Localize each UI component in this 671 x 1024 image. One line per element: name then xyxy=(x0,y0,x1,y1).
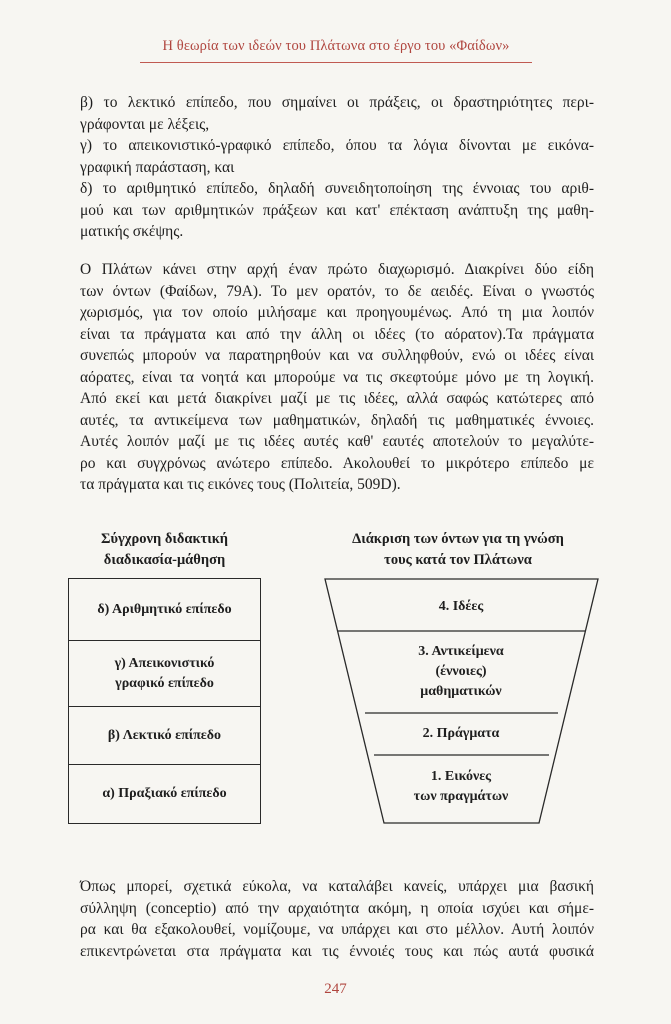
text-line: γ) το απεικονιστικό-γραφικό επίπεδο, όπου τα λόγια δίνονται με εικόνα- xyxy=(80,137,594,154)
text-line: β) το λεκτικό επίπεδο, που σημαίνει οι πράξεις, οι δραστηριότητες περι- xyxy=(80,94,594,111)
level-label: (έννοιες) xyxy=(435,664,487,679)
level-label: 1. Εικόνες xyxy=(430,769,492,784)
level-label: δ) Αριθμητικό επίπεδο xyxy=(97,601,232,617)
text-line: Από εκεί και μετά διακρίνει μαζί με τις ιδέες, αλλά σαφώς κατώτερες από xyxy=(80,390,594,407)
text-line: Όπως μπορεί, σχετικά εύκολα, να καταλάβει κανείς, υπάρχει μια βασική xyxy=(80,878,594,895)
text-line: γραφική παράσταση, και xyxy=(80,158,235,176)
text-line: δ) το αριθμητικό επίπεδο, δηλαδή συνειδητοποίηση της έννοιας του αριθ- xyxy=(80,180,594,197)
text-line: επικεντρώνεται στα πράγματα και τις έννοιές τους και πώς αυτά φυσικά xyxy=(80,942,594,960)
level-label: α) Πραξιακό επίπεδο xyxy=(102,786,227,801)
funnel-level-math-objects xyxy=(371,642,551,702)
running-header: Η θεωρία των ιδεών του Πλάτωνα στο έργο του «Φαίδων» xyxy=(162,38,510,54)
right-diagram-title xyxy=(318,529,598,571)
text-line: Αυτές λοιπόν μαζί με τις ιδέες αυτές καθ' εαυτές αποτελούν το μεγαλύτε- xyxy=(80,433,594,450)
title-line: τους κατά τον Πλάτωνα xyxy=(384,552,532,568)
text-line: αόρατες, είναι τα νοητά και μπορούμε να τις σκεφτούμε μόνο με τη λογική. xyxy=(80,368,594,386)
level-label: γ) Απεικονιστικό xyxy=(114,655,215,671)
text-line: είναι τα πράγματα και από την άλλη οι ιδέες (το αόρατον).Τα πράγματα xyxy=(80,325,594,343)
conclusion-paragraph xyxy=(80,876,594,962)
level-label: των πραγμάτων xyxy=(413,789,509,804)
level-box-arithmetic xyxy=(69,579,260,641)
text-line: Ο Πλάτων κάνει στην αρχή έναν πρώτο διαχωρισμό. Διακρίνει δύο είδη xyxy=(80,261,594,278)
text-line: μού και των αριθμητικών πράξεων και κατ' επέκταση ανάπτυξη της μαθη- xyxy=(80,201,594,219)
funnel-level-ideas xyxy=(371,597,551,617)
text-line: χωρισμός, για τον οποίο μιλήσαμε και προηγουμένως. Από τη μια λοιπόν xyxy=(80,304,594,321)
level-label: γραφικό επίπεδο xyxy=(115,675,214,691)
text-line: ρα και θα εξακολουθεί, νομίζουμε, να υπάρχει και στο μέλλον. Αυτή λοιπόν xyxy=(80,921,594,938)
funnel-level-images xyxy=(371,767,551,807)
level-label: μαθηματικών xyxy=(420,684,502,699)
levels-paragraph xyxy=(80,92,594,243)
plato-beings-funnel xyxy=(324,578,599,831)
text-line: ρο και συγχρόνως ανώτερο επίπεδο. Ακολουθεί το μικρότερο επίπεδο με xyxy=(80,454,594,472)
header-rule xyxy=(140,62,532,63)
plato-paragraph xyxy=(80,259,594,496)
level-label: 2. Πράγματα xyxy=(422,726,500,741)
page-number: 247 xyxy=(324,981,347,997)
text-line: σύλληψη (conceptio) από την αρχαιότητα ακόμη, η οποία ισχύει και σήμε- xyxy=(80,899,594,917)
text-line: ματικής σκέψης. xyxy=(80,223,184,240)
text-line: τα πράγματα και τις εικόνες τους (Πολιτεία, 509D). xyxy=(80,476,401,493)
text-line: γράφονται με λέξεις, xyxy=(80,115,210,133)
text-line: των όντων (Φαίδων, 79Α). Το μεν ορατόν, το δε αειδές. Είναι ο γνωστός xyxy=(80,282,594,300)
title-line: Διάκριση των όντων για τη γνώση xyxy=(352,531,564,547)
level-label: 3. Αντικείμενα xyxy=(418,644,504,659)
text-line: αυτές, τα αντικείμενα των μαθηματικών, δηλαδή τις μαθηματικές έννοιες. xyxy=(80,411,594,429)
level-box-representational xyxy=(69,641,260,707)
level-box-verbal xyxy=(69,707,260,765)
title-line: διαδικασία-μάθηση xyxy=(103,552,226,568)
funnel-level-things xyxy=(371,724,551,744)
learning-levels-stack xyxy=(68,578,261,824)
level-label: β) Λεκτικό επίπεδο xyxy=(107,727,222,743)
level-label: 4. Ιδέες xyxy=(438,599,484,614)
level-box-practical xyxy=(69,765,260,823)
text-line: συνεπώς μπορούν να παρατηρηθούν και να συλληφθούν, ενώ οι ιδέες είναι xyxy=(80,347,594,364)
title-line: Σύγχρονη διδακτική xyxy=(101,531,228,547)
left-diagram-title xyxy=(62,529,267,571)
